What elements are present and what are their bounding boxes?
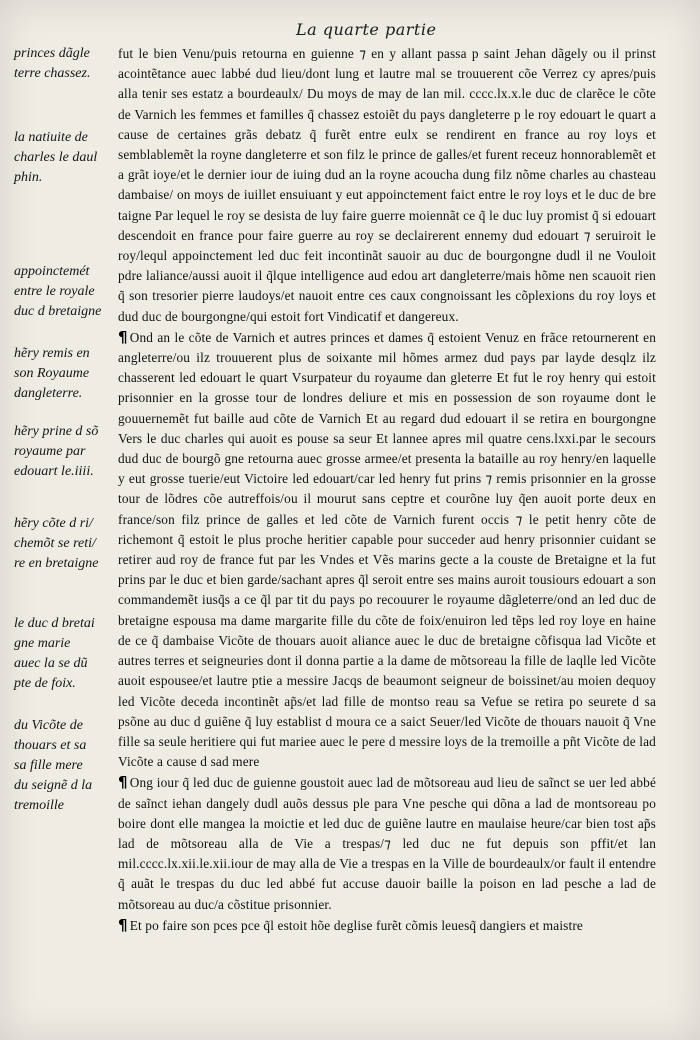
marginal-note-line: duc d bretaigne <box>14 304 102 319</box>
marginal-note-line: thouars et sa <box>14 738 87 753</box>
paragraph-text: fut le bien Venu/puis retourna en guienne ⁊ en y allant passa p saint Jehan dãgely ou il prinst acointẽtance auec labbé dud lieu/dont lung et lautre mal se trouuerent cõe Verrez cy apres/puis alla tenir ses estatz a bourdeaulx/ Du moys de may de lan mil. cccc.lx.x.le duc de clarẽce le cõte de Varnich les femmes et familles q̃ chassez estoiẽt du pays dangleterre p le roy edouart le quart a cause de certaines grãs debatz q̃ furẽt entre eulx se rendirent en france au roy loys et semblablemẽt la royne dangleterre et son filz le prince de galles/et furent receuz honnorablemẽt et a grãt ioye/et le dernier iour de iuing dud an la royne acoucha dung filz nõme charles au chasteau dambaise/ on moys de iuillet ensuiuant y eut appoinctement faict entre le roy loys et le duc de bre taigne Par lequel le roy se desista de luy faire guerre moiennãt ce q̃ le duc luy promist q̃ si edouart descendoit en france pour faire guerre au roy se declairerent ennemy dud edouart ⁊ seruiroit le roy/lequl appoinctement led duc feit incontinãt sauoir au duc de bourgongne dudl il ne Vouloit pdre laliance/aussi auoit il q̃lque intelligence aud edou art dangleterre/mais hõme nen scauoit rien q̃ son tresorier pierre laudoys/et nauoit entre ces caux congnoissant les cõplexions du roy loys et dud duc de bourgongne/qui estoit fort Vindicatif et dangereux. <box>118 46 656 324</box>
marginal-note <box>14 128 114 188</box>
marginal-note-line: tremoille <box>14 798 65 813</box>
marginal-note-line: gne marie <box>14 636 71 651</box>
marginal-note-line: dangleterre. <box>14 386 83 401</box>
marginal-note-line: sa fille mere <box>14 758 83 773</box>
marginal-note-line: hẽry prine d sõ <box>14 424 99 439</box>
marginal-note-line: edouart le.iiii. <box>14 464 94 479</box>
marginal-note-line: re en bretaigne <box>14 556 99 571</box>
page-header: La quarte partie <box>296 20 437 39</box>
paragraph <box>118 915 656 936</box>
marginal-note <box>14 344 114 404</box>
marginal-note-line: charles le daul <box>14 150 98 165</box>
pilcrow-icon: ¶ <box>118 915 128 934</box>
marginal-note-line: du seignẽ d la <box>14 778 93 793</box>
marginal-note <box>14 514 114 574</box>
pilcrow-icon: ¶ <box>118 773 128 792</box>
paragraph <box>118 327 656 772</box>
marginal-note-line: la natiuite de <box>14 130 88 145</box>
paragraph <box>118 44 656 327</box>
marginal-note-line: hẽry remis en <box>14 346 90 361</box>
marginal-note-line: princes dãgle <box>14 46 90 61</box>
paragraph-text: Et po faire son pces pce q̃l estoit hõe deglise furẽt cõmis leuesq̃ dangiers et maistre <box>129 917 583 933</box>
marginal-note-line: chemõt se reti/ <box>14 536 96 551</box>
paragraph-text: Ong iour q̃ led duc de guienne goustoit auec lad de mõtsoreau aud lieu de saĩnct se uer led abbé de saĩnct iehan dangely dudl auõs dessus ple para Vne pesche qui dõna a lad de montsoreau po boire dont elle mangea la moictie et led duc de guiẽne lautre en maulaise heure/car bien tost ap̃s lad de mõtsoreau alla de Vie a trespas/⁊ led duc ne fut depuis son pffit/et lan mil.cccc.lx.xii.le.xii.iour de may alla de Vie a trespas en la Ville de bourdeaulx/or fault il entendre q̃ auãt le trespas du duc led abbé fut accuse dauoir baille la poison en lad pesche a lad de mõtsoreau au duc/a cõstitue prisonnier. <box>118 775 656 912</box>
main-text-column <box>118 44 656 936</box>
marginal-note-line: le duc d bretai <box>14 616 95 631</box>
marginal-note <box>14 422 114 482</box>
marginal-note-line: appoinctemét <box>14 264 90 279</box>
marginal-note-line: pte de foix. <box>14 676 76 691</box>
paragraph <box>118 772 656 914</box>
marginal-note <box>14 716 114 816</box>
marginal-note-line: royaume par <box>14 444 86 459</box>
marginal-note <box>14 44 114 84</box>
marginal-note-line: hẽry cõte d ri/ <box>14 516 93 531</box>
marginal-note-line: entre le royale <box>14 284 95 299</box>
marginal-note-line: phin. <box>14 170 43 185</box>
paragraph-text: Ond an le cõte de Varnich et autres princes et dames q̃ estoient Venuz en frãce retournerent en angleterre/ou ilz trouuerent plus de soixante mil hõmes armez dud pays par layde desqlz ilz chasserent led edouart le quart Vsurpateur du royaume dan gleterre Et fut le roy henry qui estoit prisonnier en la grosse tour de londres deliure et mis en possession de son royaume dont le gouuernemẽt fut baille aud cõte de Varnich Et au regard dud edouart il se retira en bourgongne Vers le duc charles qui auoit es pouse sa seur Et lannee apres mil quatre cens.lxxi.par le secours dud duc de bourgõ gne retourna auec grosse armee/et presenta la bataille au roy henry/en laquelle y eut grosse tuerie/eut Victoire led edouart/car led henry fut prins ⁊ remis prisonnier en la grosse tour de lõdres cõe autreffois/ou il mourut sans ceptre et courõne luy q̃en auoit porte deux en france/son filz prince de galles et led cõte de Varnich furent occis ⁊ le petit henry cõte de richemont q̃ estoit le plus proche heritier capable pour succeder aud henry prisonnier cuidant se retirer aud roy de france fut par les Vndes et Vẽs marins gecte a la couste de Bretaigne et la fut prins par le duc et bien garde/sachant apres q̃l seroit entre ses mains auroit tousiours edouart a son commandemẽt iusq̃s a ce q̃l par tit du pays po recouurer le royaume dãgleterre/ond an led duc de bretaigne espousa ma dame margarite fille du cõte de foix/enuiron led tẽps led roy loye en haine de ce q̃ dambaise Vicõte de thouars auoit aliance auec le duc de bretaigne cõfisqua lad Vicõte et autres terres et seigneuries dont il donna partie a la dame de mõtsoreau la fille de laqlle led Vicõte auoit espousee/et lautre ptie a messire Jacqs de beaumont seigneur de boissinet/au moien dequoy led Vicõte deceda incontinẽt ap̃s/et lad fille de montso reau sa Vefue se retira po seurete d sa psõne au duc d guiẽne q̃ luy establist d moura ce a saict Seuer/led Vicõte de thouars nauoit q̃ Vne fille sa seule heritiere qui fut mariee auec le pere d messire loys de la tremoille a pñt Vicõte de lad Vicõte a cause d sad mere <box>118 329 656 770</box>
pilcrow-icon: ¶ <box>118 327 128 346</box>
marginal-note-line: son Royaume <box>14 366 90 381</box>
marginal-note <box>14 262 114 322</box>
marginal-note-line: auec la se dũ <box>14 656 88 671</box>
marginal-note <box>14 614 114 694</box>
marginal-note-line: terre chassez. <box>14 66 91 81</box>
marginal-note-line: du Vicõte de <box>14 718 83 733</box>
